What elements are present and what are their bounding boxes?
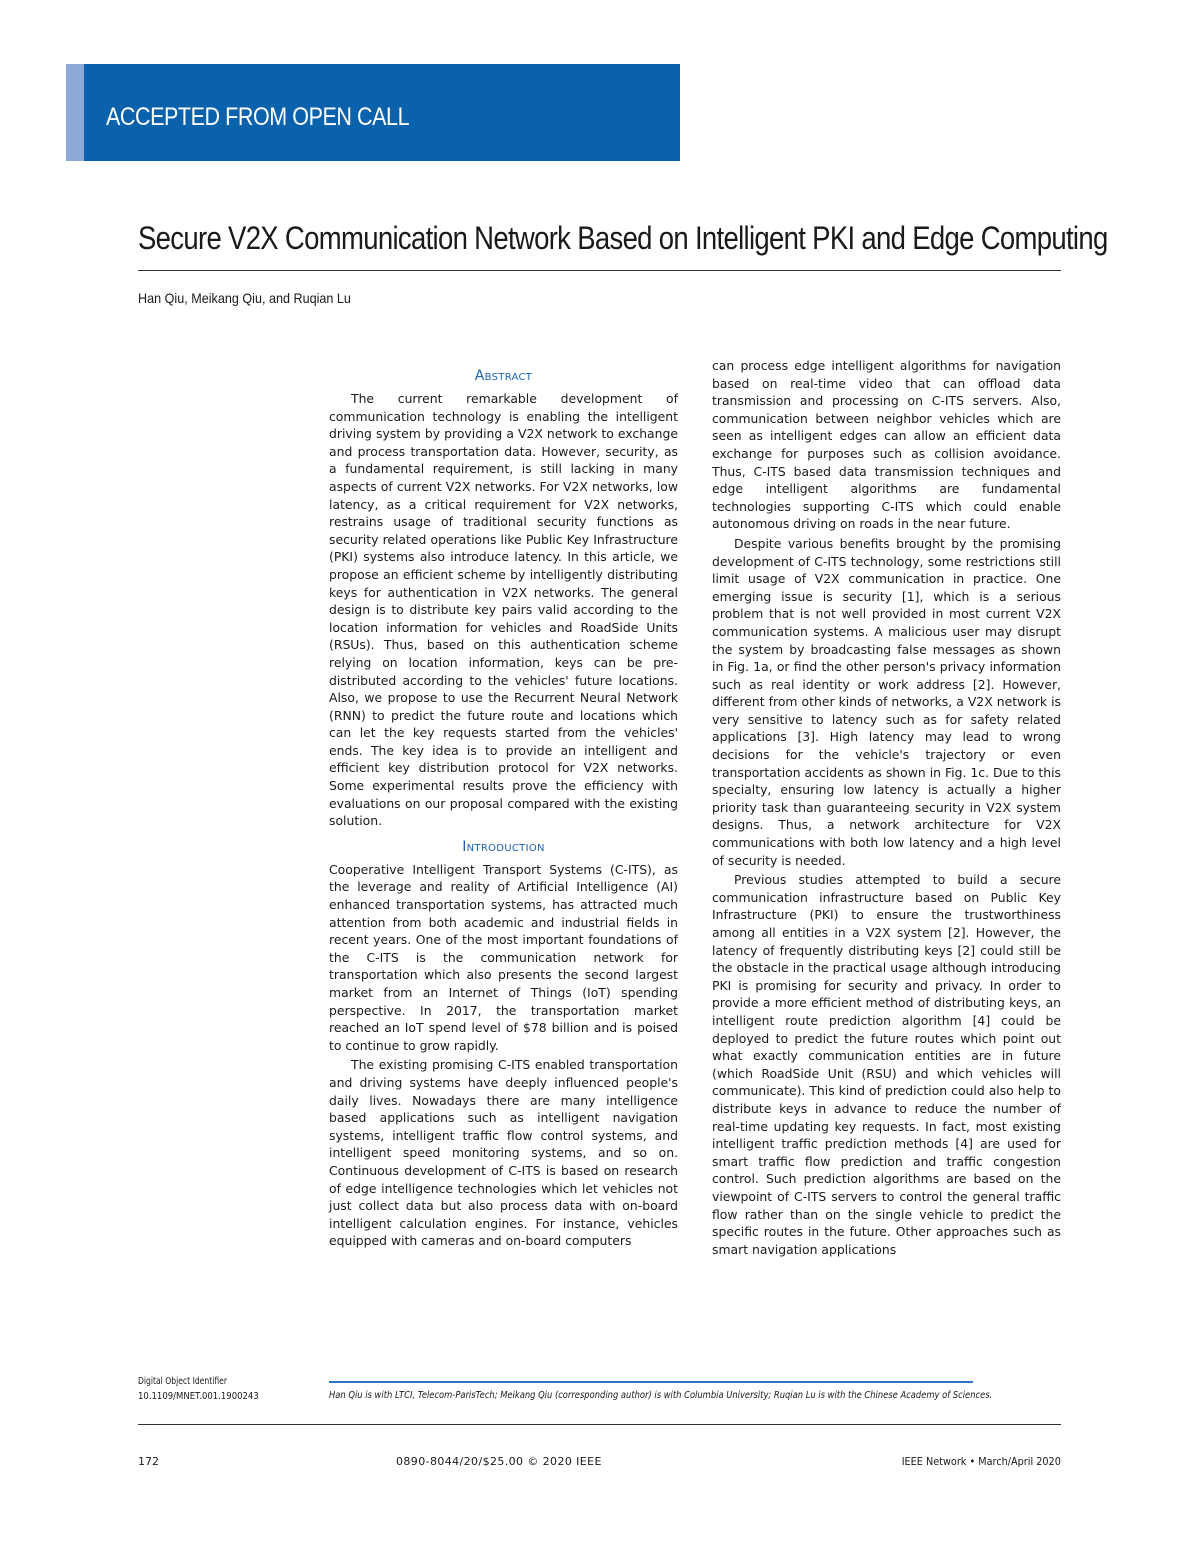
body-paragraph-2: Despite various benefits brought by the promising development of C-ITS technology, some restrictions still limit usage of V2X communication in practice. One emerging issue is security [1], which is a serious problem that is not well provided in most current V2X communication systems. A malicious user may disrupt the system by broadcasting false messages as shown in Fig. 1a, or find the other person's privacy information such as real identity or work address [2]. However, different from other kinds of networks, a V2X network is very sensitive to latency such as for safety related applications [3]. High latency may lead to wrong decisions for the vehicle's trajectory or even transportation accidents as shown in Fig. 1c. Due to this specialty, ensuring low latency is actually a higher priority task than guaranteeing security in V2X system designs. Thus, a network architecture for V2X communications with both low latency and a high level of security is needed.: [712, 535, 1061, 868]
page-number: 172: [138, 1455, 159, 1468]
author-list: Han Qiu, Meikang Qiu, and Ruqian Lu: [138, 290, 351, 306]
footnote-divider: [329, 1381, 973, 1383]
abstract-paragraph: The current remarkable development of communication technology is enabling the intelligent driving system by providing a V2X network to exchange and process transportation data. However, security, as a fundamental requirement, is still lacking in many aspects of current V2X networks. For V2X networks, low latency, as a critical requirement for V2X networks, restrains usage of traditional security functions as security related operations like Public Key Infrastructure (PKI) systems also introduce latency. In this article, we propose an efficient scheme by intelligently distributing keys for authentication in V2X networks. The general design is to distribute key pairs valid according to the location information for vehicles and RoadSide Units (RSUs). Thus, based on this authentication scheme relying on location information, keys can be pre-distributed according to the vehicles' future locations. Also, we propose to use the Recurrent Neural Network (RNN) to predict the future route and locations which can let the key requests started from the vehicles' ends. The key idea is to provide an intelligent and efficient key distribution protocol for V2X networks. Some experimental results prove the efficiency with evaluations on our proposal compared with the existing solution.: [329, 391, 678, 829]
left-text-column: [329, 366, 678, 1250]
abstract-heading: Abstract: [474, 368, 533, 384]
article-title: Secure V2X Communication Network Based on Intelligent PKI and Edge Computing: [138, 220, 1108, 256]
body-paragraph-1: can process edge intelligent algorithms for navigation based on real-time video that can offload data transmission and processing on C-ITS servers. Also, communication between neighbor vehicles which are seen as intelligent edges can allow an efficient data exchange for purposes such as collision avoidance. Thus, C-ITS based data transmission techniques and edge intelligent algorithms are fundamental technologies supporting C-ITS which could enable autonomous driving on roads in the near future.: [712, 358, 1061, 532]
intro-paragraph-2: The existing promising C-ITS enabled transportation and driving systems have deeply influenced people's daily lives. Nowadays there are many intelligence based applications such as intelligent navigation systems, intelligent traffic flow control systems, and intelligent speed monitoring systems, and so on. Continuous development of C-ITS is based on research of edge intelligence technologies which let vehicles not just collect data but also process data with on-board intelligent calculation engines. For instance, vehicles equipped with cameras and on-board computers: [329, 1057, 678, 1249]
intro-paragraph-1: Cooperative Intelligent Transport Systems (C-ITS), as the leverage and reality of Artificial Intelligence (AI) enhanced transportation systems, has attracted much attention from both academic and industrial fields in recent years. One of the most important foundations of the C-ITS is the communication network for transportation which also presents the second largest market from an Internet of Things (IoT) spending perspective. In 2017, the transportation market reached an IoT spend level of $78 billion and is poised to continue to grow rapidly.: [329, 861, 678, 1053]
right-text-column: [712, 357, 1061, 1258]
author-affiliation-footnote: Han Qiu is with LTCI, Telecom-ParisTech; Meikang Qiu (corresponding author) is with Columbia University; Ruqian Lu is with the Chinese Academy of Sciences.: [329, 1390, 993, 1401]
introduction-heading: Introduction: [462, 838, 545, 855]
banner-accent-stripe: [66, 64, 84, 161]
banner-label: ACCEPTED FROM OPEN CALL: [106, 103, 410, 131]
doi-label: Digital Object Identifier: [138, 1376, 228, 1387]
journal-issue: IEEE Network • March/April 2020: [901, 1455, 1061, 1468]
doi-value: 10.1109/MNET.001.1900243: [138, 1391, 259, 1402]
footer-divider: [138, 1424, 1061, 1425]
issn-copyright: 0890-8044/20/$25.00 © 2020 IEEE: [396, 1455, 602, 1468]
section-banner: [84, 64, 680, 161]
title-divider: [138, 270, 1061, 271]
body-paragraph-3: Previous studies attempted to build a secure communication infrastructure based on Public Key Infrastructure (PKI) to ensure the trustworthiness among all entities in a V2X system [2]. However, the latency of frequently distributing keys [2] could still be the obstacle in the practical usage although introducing PKI is promising for security and privacy. In order to provide a more efficient method of distributing keys, an intelligent route prediction algorithm [4] could be deployed to predict the future routes which point out what exactly communication entities are in future (which RoadSide Unit (RSU) and which vehicles will communicate). This kind of prediction could also help to distribute keys in advance to reduce the number of real-time updating key requests. In fact, most existing intelligent traffic prediction methods [4] are used for smart traffic flow prediction and traffic congestion control. Such prediction algorithms are based on the viewpoint of C-ITS servers to control the general traffic flow rather than on the single vehicle to predict the specific routes in the future. Other approaches such as smart navigation applications: [712, 872, 1061, 1257]
